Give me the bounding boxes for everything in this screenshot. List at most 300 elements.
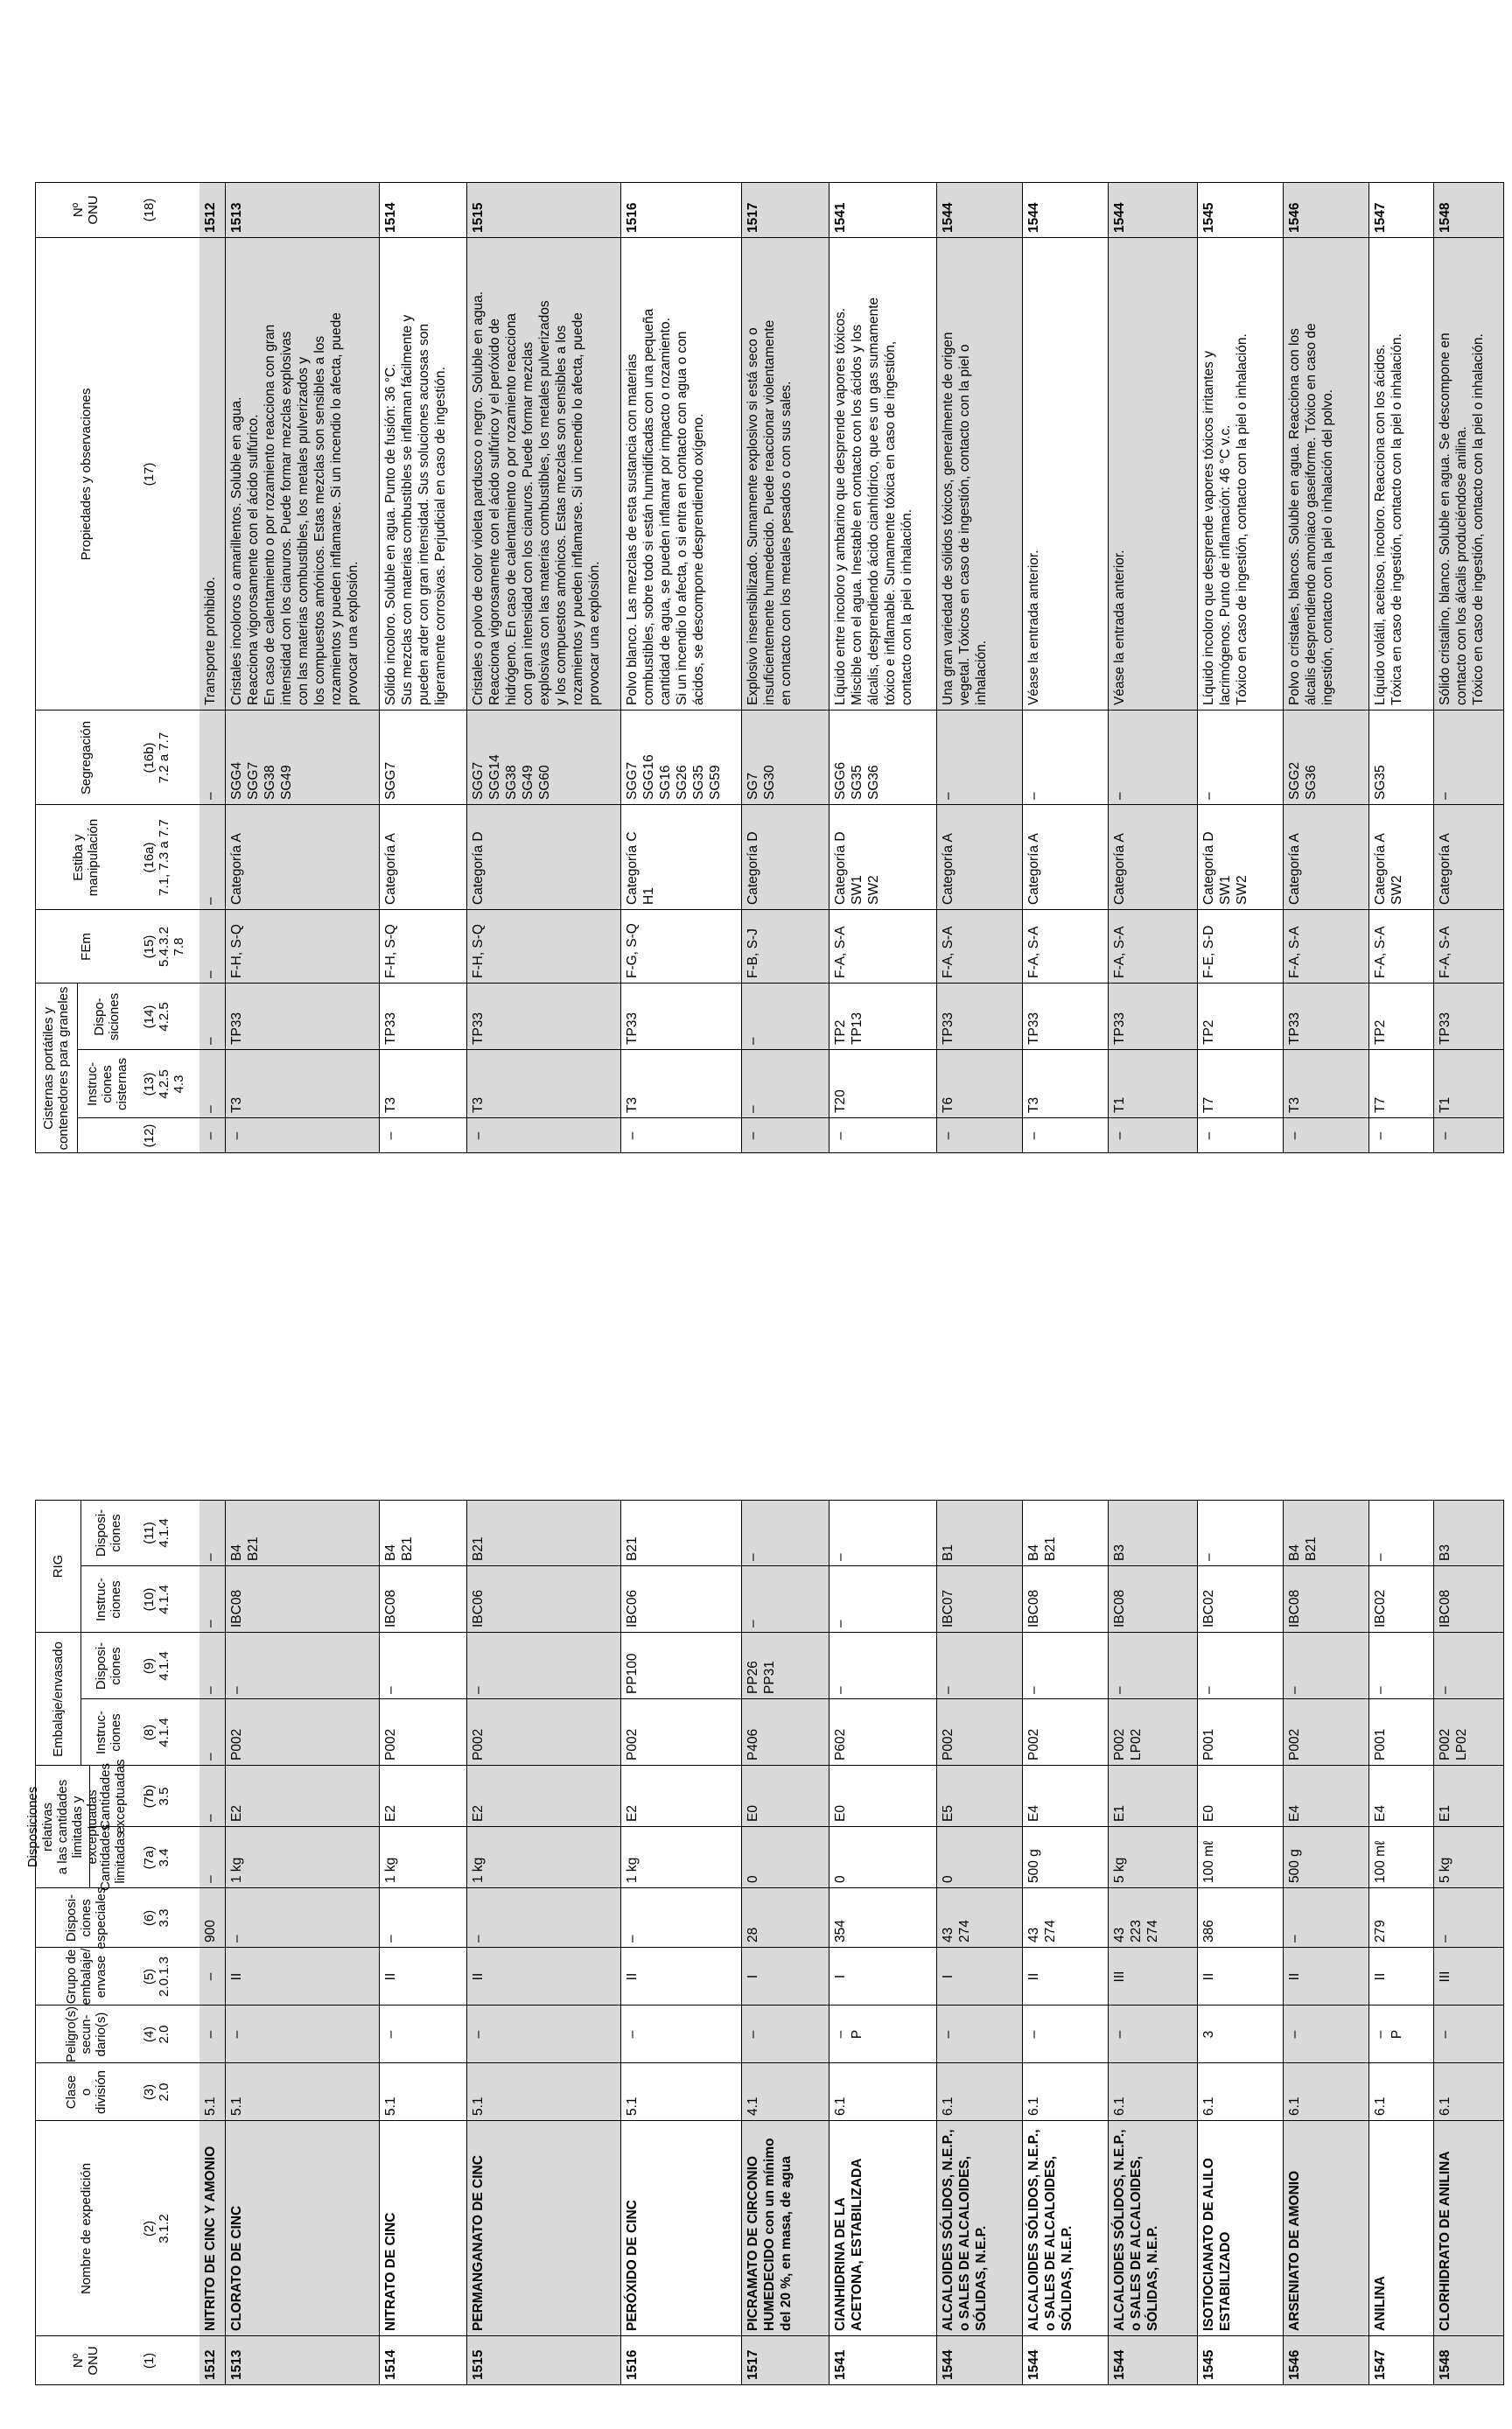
shipping-name-cell: ANILINA bbox=[1373, 2276, 1388, 2331]
column-number: (5) 2.0.1.3 bbox=[142, 1956, 172, 1997]
column-header: Grupo de embalaje/ envase bbox=[63, 1948, 108, 2006]
special-provisions-cell: 43 274 bbox=[1026, 1920, 1058, 1942]
properties-cell: Líquido entre incoloro y ambarino que desprende vapores tóxicos. Miscible con el agua. Inestable en contacto con los ácidos y los álcalis, desprendiendo ácido cianhídrico, que es un gas sumamente tóxico e inflamable. Sumamente tóxica en caso de ingestión, contacto con la piel o inhalación. bbox=[833, 297, 914, 705]
properties-cell: Líquido incoloro que desprende vapores tóxicos irritantes y lacrimógenos. Punto de inflamación: 46 °C v.c. Tóxico en caso de ingestión, contacto con la piel o inhalación. bbox=[1201, 333, 1250, 705]
column-12-cell: – bbox=[471, 1131, 486, 1140]
limited-quantity-cell: 0 bbox=[941, 1875, 956, 1883]
un-number-cell: 1546 bbox=[1287, 2349, 1302, 2380]
segregation-cell: – bbox=[1026, 792, 1041, 800]
ibc-instruction-cell: IBC08 bbox=[1026, 1589, 1041, 1628]
limited-quantity-cell: 1 kg bbox=[229, 1857, 244, 1883]
un-number-cell: 1547 bbox=[1373, 2349, 1388, 2380]
ibc-provision-cell: B4 B21 bbox=[1026, 1536, 1058, 1561]
column-group-header: RIG bbox=[50, 1554, 66, 1578]
segregation-cell: – bbox=[941, 792, 956, 800]
column-12-cell: – bbox=[383, 1131, 398, 1140]
un-number-cell: 1513 bbox=[229, 2349, 244, 2380]
un-number-cell: 1544 bbox=[1112, 2349, 1127, 2380]
properties-cell: Polvo o cristales, blancos. Soluble en agua. Reacciona con los álcalis desprendiendo amoniaco gaseiforme. Tóxico en caso de ingestión, contacto con la piel o inhalación del polvo. bbox=[1287, 323, 1335, 705]
subsidiary-risk-cell: – bbox=[383, 2030, 398, 2039]
tank-instruction-cell: – bbox=[746, 1105, 760, 1113]
subsidiary-risk-cell: – bbox=[941, 2030, 956, 2039]
subsidiary-risk-cell: – bbox=[229, 2030, 244, 2039]
special-provisions-cell: – bbox=[471, 1935, 486, 1942]
excepted-quantity-cell: E4 bbox=[1287, 1805, 1302, 1822]
ibc-instruction-cell: IBC08 bbox=[1112, 1589, 1127, 1628]
special-provisions-cell: 279 bbox=[1373, 1920, 1388, 1942]
column-12-cell: – bbox=[1438, 1131, 1452, 1140]
ibc-provision-cell: – bbox=[833, 1553, 848, 1561]
packing-provision-cell: PP100 bbox=[625, 1653, 640, 1694]
column-header: Nombre de expedición bbox=[78, 2162, 94, 2295]
tank-instruction-cell: T7 bbox=[1201, 1096, 1216, 1113]
column-header: Nº ONU bbox=[71, 195, 101, 225]
tank-instruction-cell: T1 bbox=[1438, 1096, 1452, 1113]
shipping-name-cell: NITRITO DE CINC Y AMONIO bbox=[203, 2146, 218, 2331]
class-cell: 6.1 bbox=[1201, 2096, 1216, 2116]
packing-instruction-cell: P406 bbox=[746, 1728, 760, 1760]
ibc-instruction-cell: IBC02 bbox=[1373, 1589, 1388, 1628]
un-number-cell: 1517 bbox=[746, 202, 760, 233]
limited-quantity-cell: 0 bbox=[833, 1875, 848, 1883]
ibc-provision-cell: B3 bbox=[1112, 1544, 1127, 1561]
subsidiary-risk-cell: – bbox=[1438, 2030, 1452, 2039]
ems-cell: F-A, S-A bbox=[1287, 926, 1302, 978]
ibc-provision-cell: – bbox=[1373, 1553, 1388, 1561]
column-12-cell: – bbox=[625, 1131, 640, 1140]
stowage-cell: Categoría D SW1 SW2 bbox=[1201, 831, 1250, 905]
packing-provision-cell: – bbox=[1438, 1686, 1452, 1694]
column-header: Peligro(s) secun- dario(s) bbox=[63, 2006, 108, 2063]
packing-provision-cell: – bbox=[1287, 1686, 1302, 1694]
excepted-quantity-cell: E0 bbox=[746, 1805, 760, 1822]
segregation-cell: – bbox=[203, 792, 218, 800]
un-number-cell: 1515 bbox=[471, 202, 486, 233]
packing-group-cell: II bbox=[1201, 1972, 1216, 1981]
shipping-name-cell: CLORHIDRATO DE ANILINA bbox=[1438, 2151, 1452, 2331]
column-header: Cantidades limitadas bbox=[98, 1824, 128, 1891]
ibc-instruction-cell: – bbox=[746, 1620, 760, 1628]
segregation-cell: SGG2 SG36 bbox=[1287, 761, 1319, 800]
segregation-cell: – bbox=[1112, 792, 1127, 800]
column-12-cell: – bbox=[746, 1131, 760, 1140]
shipping-name-cell: ALCALOIDES SÓLIDOS, N.E.P., o SALES DE ALCALOIDES, SÓLIDAS, N.E.P. bbox=[941, 2129, 989, 2331]
limited-quantity-cell: 5 kg bbox=[1112, 1857, 1127, 1883]
tank-instruction-cell: – bbox=[203, 1105, 218, 1113]
packing-provision-cell: – bbox=[1201, 1686, 1216, 1694]
limited-quantity-cell: 1 kg bbox=[471, 1857, 486, 1883]
ibc-instruction-cell: IBC08 bbox=[383, 1589, 398, 1628]
right-table bbox=[35, 182, 1504, 1153]
special-provisions-cell: 28 bbox=[746, 1927, 760, 1942]
segregation-cell: SGG6 SG35 SG36 bbox=[833, 761, 881, 800]
excepted-quantity-cell: E0 bbox=[833, 1805, 848, 1822]
ibc-provision-cell: – bbox=[1201, 1553, 1216, 1561]
subsidiary-risk-cell: – bbox=[1287, 2030, 1302, 2039]
stowage-cell: Categoría D SW1 SW2 bbox=[833, 831, 881, 905]
stowage-cell: Categoría A bbox=[1026, 833, 1041, 905]
special-provisions-cell: 354 bbox=[833, 1920, 848, 1942]
excepted-quantity-cell: E0 bbox=[1201, 1805, 1216, 1822]
tank-provision-cell: TP33 bbox=[1438, 1012, 1452, 1045]
column-group-header: Disposiciones relativas a las cantidades limitadas y exceptuadas bbox=[24, 1779, 100, 1875]
packing-group-cell: I bbox=[833, 1974, 848, 1979]
class-cell: 5.1 bbox=[203, 2096, 218, 2116]
packing-provision-cell: – bbox=[383, 1686, 398, 1694]
subsidiary-risk-cell: – bbox=[625, 2030, 640, 2039]
column-header: Dispo- siciones bbox=[92, 992, 122, 1041]
limited-quantity-cell: 500 g bbox=[1026, 1849, 1041, 1883]
column-number: (13) 4.2.5 4.3 bbox=[142, 1069, 186, 1099]
un-number-cell: 1548 bbox=[1438, 202, 1452, 233]
column-12-cell: – bbox=[941, 1131, 956, 1140]
column-number: (16b) 7.2 a 7.7 bbox=[142, 732, 172, 784]
ems-cell: F-A, S-A bbox=[1438, 926, 1452, 978]
packing-instruction-cell: P002 bbox=[1026, 1728, 1041, 1760]
excepted-quantity-cell: E5 bbox=[941, 1805, 956, 1822]
tank-provision-cell: – bbox=[746, 1037, 760, 1045]
special-provisions-cell: 43 274 bbox=[941, 1920, 972, 1942]
column-12-cell: – bbox=[833, 1131, 848, 1140]
un-number-cell: 1544 bbox=[941, 2349, 956, 2380]
special-provisions-cell: 43 223 274 bbox=[1112, 1920, 1160, 1942]
excepted-quantity-cell: E4 bbox=[1026, 1805, 1041, 1822]
column-number: (17) bbox=[142, 462, 157, 486]
column-number: (11) 4.1.4 bbox=[142, 1518, 172, 1548]
properties-cell: Transporte prohibido. bbox=[203, 577, 218, 705]
ibc-provision-cell: – bbox=[746, 1553, 760, 1561]
excepted-quantity-cell: E2 bbox=[471, 1805, 486, 1822]
segregation-cell: SGG7 SGG16 SG16 SG26 SG35 SG59 bbox=[625, 754, 723, 800]
limited-quantity-cell: 5 kg bbox=[1438, 1857, 1452, 1883]
class-cell: 6.1 bbox=[1026, 2096, 1041, 2116]
column-number: (6) 3.3 bbox=[142, 1908, 172, 1928]
limited-quantity-cell: 1 kg bbox=[625, 1857, 640, 1883]
stowage-cell: Categoría A bbox=[383, 833, 398, 905]
column-header: Nº ONU bbox=[71, 2346, 101, 2376]
column-number: (12) bbox=[142, 1124, 157, 1148]
tank-provision-cell: TP2 bbox=[1373, 1019, 1388, 1045]
segregation-cell: – bbox=[1201, 792, 1216, 800]
column-12-cell: – bbox=[1112, 1131, 1127, 1140]
segregation-cell: SGG7 SGG14 SG38 SG49 SG60 bbox=[471, 754, 552, 800]
limited-quantity-cell: 0 bbox=[746, 1875, 760, 1883]
class-cell: 6.1 bbox=[1112, 2096, 1127, 2116]
packing-group-cell: II bbox=[1026, 1972, 1041, 1981]
un-number-cell: 1546 bbox=[1287, 202, 1302, 233]
column-number: (1) bbox=[142, 2352, 157, 2370]
ems-cell: F-G, S-Q bbox=[625, 923, 640, 978]
column-12-cell: – bbox=[1201, 1131, 1216, 1140]
tank-provision-cell: TP33 bbox=[229, 1012, 244, 1045]
class-cell: 4.1 bbox=[746, 2096, 760, 2116]
stowage-cell: Categoría D bbox=[746, 831, 760, 905]
column-number: (3) 2.0 bbox=[142, 2082, 172, 2102]
segregation-cell: – bbox=[1438, 792, 1452, 800]
column-group-header: Embalaje/envasado bbox=[50, 1642, 66, 1757]
packing-instruction-cell: P002 bbox=[1287, 1728, 1302, 1760]
packing-instruction-cell: P002 LP02 bbox=[1112, 1728, 1144, 1760]
ibc-instruction-cell: – bbox=[203, 1620, 218, 1628]
ibc-instruction-cell: IBC06 bbox=[625, 1589, 640, 1628]
tank-provision-cell: TP33 bbox=[625, 1012, 640, 1045]
subsidiary-risk-cell: – P bbox=[833, 2029, 864, 2040]
excepted-quantity-cell: – bbox=[203, 1814, 218, 1822]
column-header: Instruc- ciones cisternas bbox=[84, 1057, 130, 1111]
subsidiary-risk-cell: – bbox=[746, 2030, 760, 2039]
packing-provision-cell: – bbox=[203, 1686, 218, 1694]
packing-instruction-cell: P001 bbox=[1201, 1728, 1216, 1760]
column-12-cell: – bbox=[1026, 1131, 1041, 1140]
column-header: Disposi- ciones bbox=[94, 1508, 123, 1558]
ibc-provision-cell: B4 B21 bbox=[383, 1536, 415, 1561]
un-number-cell: 1517 bbox=[746, 2349, 760, 2380]
shipping-name-cell: ALCALOIDES SÓLIDOS, N.E.P., o SALES DE ALCALOIDES, SÓLIDAS, N.E.P. bbox=[1026, 2129, 1074, 2331]
class-cell: 6.1 bbox=[1373, 2096, 1388, 2116]
packing-instruction-cell: P001 bbox=[1373, 1728, 1388, 1760]
ibc-instruction-cell: – bbox=[833, 1620, 848, 1628]
tank-instruction-cell: T3 bbox=[1026, 1096, 1041, 1113]
un-number-cell: 1516 bbox=[625, 2349, 640, 2380]
un-number-cell: 1541 bbox=[833, 2349, 848, 2380]
stowage-cell: Categoría A bbox=[1287, 833, 1302, 905]
packing-instruction-cell: P002 bbox=[383, 1728, 398, 1760]
ems-cell: F-H, S-Q bbox=[229, 924, 244, 978]
tank-provision-cell: TP33 bbox=[1026, 1012, 1041, 1045]
packing-group-cell: III bbox=[1112, 1970, 1127, 1983]
special-provisions-cell: – bbox=[383, 1935, 398, 1942]
packing-provision-cell: – bbox=[941, 1686, 956, 1694]
table-frame bbox=[24, 1500, 1504, 2385]
class-cell: 5.1 bbox=[625, 2096, 640, 2116]
excepted-quantity-cell: E1 bbox=[1112, 1805, 1127, 1822]
segregation-cell: SG7 SG30 bbox=[746, 765, 777, 800]
special-provisions-cell: – bbox=[625, 1935, 640, 1942]
properties-cell: Cristales o polvo de color violeta pardusco o negro. Soluble en agua. Reacciona vigorosamente con el ácido sulfúrico y el peróxido de hidrógeno. En caso de calentamiento o por rozamiento reacciona con gran intensidad con los cianuros. Puede formar mezclas explosivas con las materias combustibles, los metales pulverizados y los compuestos amónicos. Estas mezclas son sensibles a los rozamientos y pueden inflamarse. Si un incendio lo afecta, puede provocar una explosión. bbox=[471, 290, 602, 705]
un-number-cell: 1512 bbox=[203, 202, 218, 233]
limited-quantity-cell: – bbox=[203, 1875, 218, 1883]
column-header: Segregación bbox=[78, 720, 94, 795]
column-number: (7b) 3.5 bbox=[142, 1784, 172, 1809]
shipping-name-cell: CLORATO DE CINC bbox=[229, 2205, 244, 2331]
packing-group-cell: II bbox=[471, 1972, 486, 1981]
column-12-cell: – bbox=[1373, 1131, 1388, 1140]
packing-group-cell: – bbox=[203, 1972, 218, 1981]
tank-provision-cell: TP33 bbox=[1112, 1012, 1127, 1045]
properties-cell: Polvo blanco. Las mezclas de esta sustancia con materias combustibles, sobre todo si están humidificadas con una pequeña cantidad de agua, se pueden inflamar por impacto o rozamiento. Si un incendio lo afecta, o si entra en contacto con agua o con ácidos, se descompone desprendiendo oxígeno. bbox=[625, 308, 706, 705]
subsidiary-risk-cell: – P bbox=[1373, 2029, 1404, 2040]
packing-provision-cell: – bbox=[1112, 1686, 1127, 1694]
excepted-quantity-cell: E1 bbox=[1438, 1805, 1452, 1822]
subsidiary-risk-cell: 3 bbox=[1201, 2030, 1216, 2039]
properties-cell: Sólido incoloro. Soluble en agua. Punto de fusión: 36 °C. Sus mezclas con materias combustibles se inflaman fácilmente y pueden arder con gran intensidad. Sus soluciones acuosas son ligeramente corrosivas. Perjudicial en caso de ingestión. bbox=[383, 314, 448, 705]
ems-cell: F-A, S-A bbox=[941, 926, 956, 978]
un-number-cell: 1541 bbox=[833, 202, 848, 233]
excepted-quantity-cell: E2 bbox=[229, 1805, 244, 1822]
packing-group-cell: II bbox=[383, 1972, 398, 1981]
ems-cell: F-E, S-D bbox=[1201, 925, 1216, 978]
column-header: Instruc- ciones bbox=[94, 1711, 123, 1755]
special-provisions-cell: 900 bbox=[203, 1920, 218, 1942]
shipping-name-cell: PERMANGANATO DE CINC bbox=[471, 2155, 486, 2331]
stowage-cell: Categoría A bbox=[1438, 833, 1452, 905]
limited-quantity-cell: 100 mℓ bbox=[1373, 1840, 1388, 1883]
un-number-cell: 1545 bbox=[1201, 2349, 1216, 2380]
column-number: (14) 4.2.5 bbox=[142, 1002, 172, 1032]
ibc-instruction-cell: IBC07 bbox=[941, 1589, 956, 1628]
column-header: Clase o división bbox=[63, 2069, 108, 2115]
segregation-cell: SGG4 SGG7 SG38 SG49 bbox=[229, 761, 294, 800]
properties-cell: Véase la entrada anterior. bbox=[1026, 550, 1041, 705]
ibc-instruction-cell: IBC08 bbox=[229, 1589, 244, 1628]
packing-instruction-cell: P002 bbox=[941, 1728, 956, 1760]
un-number-cell: 1544 bbox=[941, 202, 956, 233]
ibc-provision-cell: B4 B21 bbox=[1287, 1536, 1319, 1561]
un-number-cell: 1544 bbox=[1026, 202, 1041, 233]
packing-instruction-cell: – bbox=[203, 1753, 218, 1760]
packing-provision-cell: – bbox=[833, 1686, 848, 1694]
tank-instruction-cell: T3 bbox=[471, 1096, 486, 1113]
ibc-provision-cell: B21 bbox=[625, 1536, 640, 1561]
packing-group-cell: III bbox=[1438, 1970, 1452, 1983]
un-number-cell: 1548 bbox=[1438, 2349, 1452, 2380]
stowage-cell: – bbox=[203, 897, 218, 905]
packing-provision-cell: PP26 PP31 bbox=[746, 1661, 777, 1694]
ems-cell: – bbox=[203, 970, 218, 978]
packing-group-cell: I bbox=[746, 1974, 760, 1979]
un-number-cell: 1515 bbox=[471, 2349, 486, 2380]
tank-instruction-cell: T1 bbox=[1112, 1096, 1127, 1113]
tank-provision-cell: TP2 TP13 bbox=[833, 1012, 864, 1045]
un-number-cell: 1544 bbox=[1112, 202, 1127, 233]
tank-instruction-cell: T7 bbox=[1373, 1096, 1388, 1113]
ibc-provision-cell: B4 B21 bbox=[229, 1536, 261, 1561]
stowage-cell: Categoría D bbox=[471, 831, 486, 905]
tank-provision-cell: TP33 bbox=[383, 1012, 398, 1045]
un-number-cell: 1544 bbox=[1026, 2349, 1041, 2380]
ibc-provision-cell: B21 bbox=[471, 1536, 486, 1561]
stowage-cell: Categoría A bbox=[1112, 833, 1127, 905]
packing-provision-cell: – bbox=[1026, 1686, 1041, 1694]
shipping-name-cell: ISOTIOCIANATO DE ALILO ESTABILIZADO bbox=[1201, 2158, 1233, 2331]
ems-cell: F-A, S-A bbox=[1026, 926, 1041, 978]
tank-instruction-cell: T3 bbox=[625, 1096, 640, 1113]
un-number-cell: 1512 bbox=[203, 2349, 218, 2380]
un-number-cell: 1513 bbox=[229, 202, 244, 233]
class-cell: 6.1 bbox=[833, 2096, 848, 2116]
un-number-cell: 1516 bbox=[625, 202, 640, 233]
tank-instruction-cell: T3 bbox=[383, 1096, 398, 1113]
shipping-name-cell: NITRATO DE CINC bbox=[383, 2212, 398, 2331]
class-cell: 5.1 bbox=[229, 2096, 244, 2116]
column-number: (15) 5.4.3.2 7.8 bbox=[142, 927, 186, 967]
ems-cell: F-A, S-A bbox=[833, 926, 848, 978]
ems-cell: F-A, S-A bbox=[1373, 926, 1388, 978]
packing-instruction-cell: P602 bbox=[833, 1728, 848, 1760]
excepted-quantity-cell: E2 bbox=[383, 1805, 398, 1822]
packing-group-cell: II bbox=[1373, 1972, 1388, 1981]
ems-cell: F-H, S-Q bbox=[383, 924, 398, 978]
shipping-name-cell: ALCALOIDES SÓLIDOS, N.E.P., o SALES DE ALCALOIDES, SÓLIDAS, N.E.P. bbox=[1112, 2129, 1160, 2331]
column-12-cell: – bbox=[203, 1131, 218, 1140]
limited-quantity-cell: 100 mℓ bbox=[1201, 1840, 1216, 1883]
un-number-cell: 1547 bbox=[1373, 202, 1388, 233]
subsidiary-risk-cell: – bbox=[203, 2030, 218, 2039]
column-number: (2) 3.1.2 bbox=[142, 2214, 172, 2244]
tank-instruction-cell: T3 bbox=[229, 1096, 244, 1113]
ibc-provision-cell: – bbox=[203, 1553, 218, 1561]
column-12-cell: – bbox=[1287, 1131, 1302, 1140]
properties-cell: Véase la entrada anterior. bbox=[1112, 550, 1127, 705]
column-number: (7a) 3.4 bbox=[142, 1845, 172, 1870]
packing-group-cell: I bbox=[941, 1974, 956, 1979]
column-header: Cantidades exceptuadas bbox=[98, 1759, 128, 1834]
ibc-instruction-cell: IBC06 bbox=[471, 1589, 486, 1628]
un-number-cell: 1545 bbox=[1201, 202, 1216, 233]
tank-provision-cell: TP33 bbox=[941, 1012, 956, 1045]
ibc-instruction-cell: IBC08 bbox=[1438, 1589, 1452, 1628]
ems-cell: F-H, S-Q bbox=[471, 924, 486, 978]
special-provisions-cell: 386 bbox=[1201, 1920, 1216, 1942]
tank-instruction-cell: T3 bbox=[1287, 1096, 1302, 1113]
segregation-cell: SG35 bbox=[1373, 765, 1388, 800]
tank-instruction-cell: T20 bbox=[833, 1089, 848, 1113]
column-number: (8) 4.1.4 bbox=[142, 1718, 172, 1747]
subsidiary-risk-cell: – bbox=[1112, 2030, 1127, 2039]
stowage-cell: Categoría A SW2 bbox=[1373, 833, 1404, 905]
packing-group-cell: II bbox=[229, 1972, 244, 1981]
tank-provision-cell: TP2 bbox=[1201, 1019, 1216, 1045]
column-number: (16a) 7.1, 7.3 a 7.7 bbox=[142, 819, 172, 896]
tank-provision-cell: TP33 bbox=[1287, 1012, 1302, 1045]
un-number-cell: 1514 bbox=[383, 202, 398, 233]
class-cell: 5.1 bbox=[471, 2096, 486, 2116]
packing-provision-cell: – bbox=[471, 1686, 486, 1694]
special-provisions-cell: – bbox=[1438, 1935, 1452, 1942]
ibc-provision-cell: B3 bbox=[1438, 1544, 1452, 1561]
tank-instruction-cell: T6 bbox=[941, 1096, 956, 1113]
ibc-provision-cell: B1 bbox=[941, 1544, 956, 1561]
tank-provision-cell: – bbox=[203, 1037, 218, 1045]
ibc-instruction-cell: IBC02 bbox=[1201, 1589, 1216, 1628]
packing-group-cell: II bbox=[625, 1972, 640, 1981]
packing-group-cell: II bbox=[1287, 1972, 1302, 1981]
shipping-name-cell: ARSENIATO DE AMONIO bbox=[1287, 2170, 1302, 2331]
column-header: Disposi- ciones especiales bbox=[63, 1886, 108, 1950]
limited-quantity-cell: 1 kg bbox=[383, 1857, 398, 1883]
column-header: FEm bbox=[78, 933, 94, 961]
packing-instruction-cell: P002 LP02 bbox=[1438, 1728, 1469, 1760]
properties-cell: Explosivo insensibilizado. Sumamente explosivo si está seco o insuficientemente humedecido. Puede reaccionar violentamente en contacto con los metales pesados o con sus sales. bbox=[746, 319, 794, 705]
column-12-cell: – bbox=[229, 1131, 244, 1140]
special-provisions-cell: – bbox=[1287, 1935, 1302, 1942]
column-header: Estiba y manipulación bbox=[71, 818, 101, 897]
special-provisions-cell: – bbox=[229, 1935, 244, 1942]
ems-cell: F-A, S-A bbox=[1112, 926, 1127, 978]
subsidiary-risk-cell: – bbox=[471, 2030, 486, 2039]
shipping-name-cell: PICRAMATO DE CIRCONIO HUMEDECIDO con un mínimo del 20 %, en masa, de agua bbox=[746, 2138, 794, 2331]
stowage-cell: Categoría A bbox=[229, 833, 244, 905]
table-frame bbox=[35, 182, 1504, 1153]
un-number-cell: 1514 bbox=[383, 2349, 398, 2380]
properties-cell: Una gran variedad de sólidos tóxicos, generalmente de origen vegetal. Tóxicos en caso de ingestión, contacto con la piel o inhalación. bbox=[941, 332, 989, 705]
properties-cell: Cristales incoloros o amarillentos. Soluble en agua. Reacciona vigorosamente con el ácido sulfúrico. En caso de calentamiento o por rozamiento reacciona con gran intensidad con los cianuros. Puede formar mezclas explosivas con las materias combustibles, los metales pulverizados y los compuestos amónicos. Estas mezclas son sensibles a los rozamientos y pueden inflamarse. Si un incendio lo afecta, puede provocar una explosión. bbox=[229, 312, 360, 705]
class-cell: 5.1 bbox=[383, 2096, 398, 2116]
packing-instruction-cell: P002 bbox=[625, 1728, 640, 1760]
segregation-cell: SGG7 bbox=[383, 761, 398, 800]
excepted-quantity-cell: E2 bbox=[625, 1805, 640, 1822]
packing-instruction-cell: P002 bbox=[471, 1728, 486, 1760]
